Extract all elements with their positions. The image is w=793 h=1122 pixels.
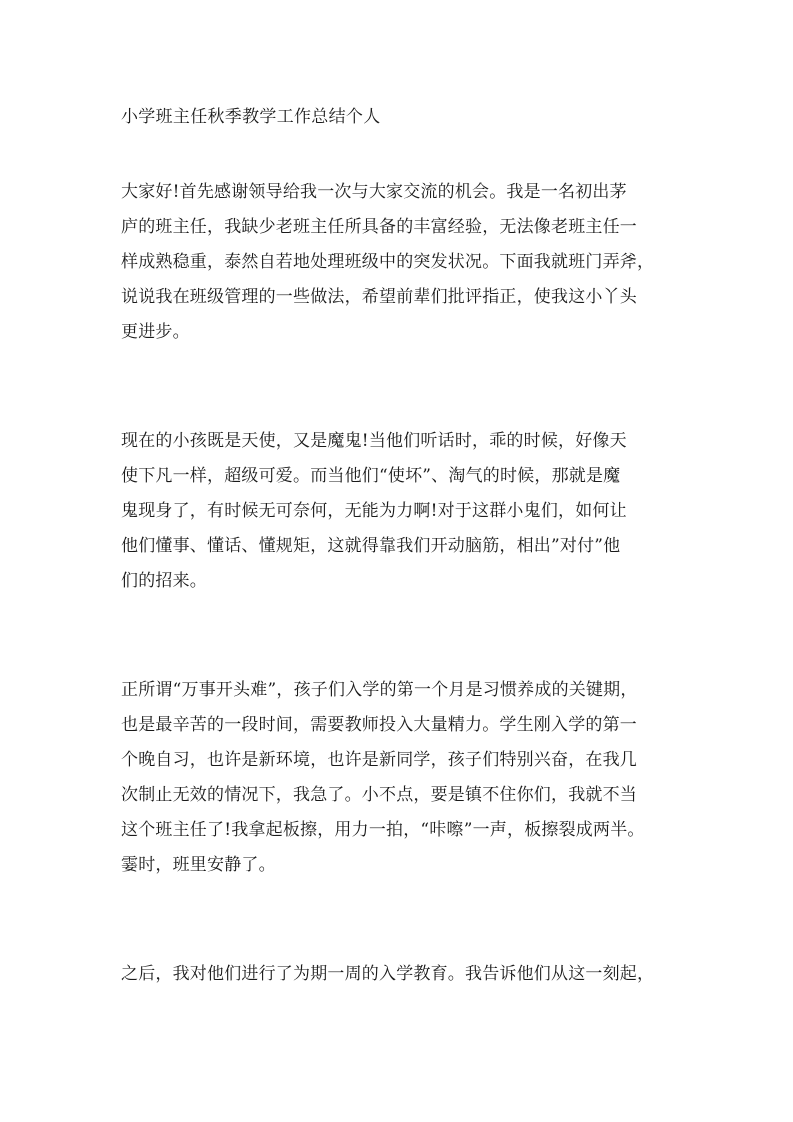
text-line: 使下凡一样，超级可爱。而当他们“使坏”、淘气的时候，那就是魔 <box>121 466 621 486</box>
text-line: 大家好!首先感谢领导给我一次与大家交流的机会。我是一名初出茅 <box>121 182 627 202</box>
text-line: 鬼现身了，有时候无可奈何，无能为力啊!对于这群小鬼们，如何让 <box>121 501 627 521</box>
text-line: 更进步。 <box>121 322 190 342</box>
text-line: 样成熟稳重，泰然自若地处理班级中的突发状况。下面我就班门弄斧， <box>121 252 655 272</box>
paragraph-3 <box>121 678 681 888</box>
text-line: 正所谓“万事开头难”，孩子们入学的第一个月是习惯养成的关键期， <box>121 680 638 700</box>
text-line: 现在的小孩既是天使，又是魔鬼!当他们听话时，乖的时候，好像天 <box>121 431 627 451</box>
paragraph-2 <box>121 429 681 604</box>
text-line: 也是最辛苦的一段时间，需要教师投入大量精力。学生刚入学的第一 <box>121 715 637 735</box>
text-line: 霎时，班里安静了。 <box>121 855 276 875</box>
text-line: 之后，我对他们进行了为期一周的入学教育。我告诉他们从这一刻起， <box>121 964 655 984</box>
text-line: 说说我在班级管理的一些做法，希望前辈们批评指正，使我这小丫头 <box>121 287 637 307</box>
text-line: 次制止无效的情况下，我急了。小不点，要是镇不住你们，我就不当 <box>121 785 637 805</box>
paragraph-1 <box>121 180 681 355</box>
text-line: 庐的班主任，我缺少老班主任所具备的丰富经验，无法像老班主任一 <box>121 217 637 237</box>
text-line: 这个班主任了!我拿起板擦，用力一拍，“咔嚓”一声，板擦裂成两半。 <box>121 820 645 840</box>
paragraph-4 <box>121 962 681 997</box>
document-title: 小学班主任秋季教学工作总结个人 <box>121 107 381 127</box>
text-line: 他们懂事、懂话、懂规矩，这就得靠我们开动脑筋，相出”对付”他 <box>121 536 621 556</box>
text-line: 个晚自习，也许是新环境，也许是新同学，孩子们特别兴奋，在我几 <box>121 750 637 770</box>
text-line: 们的招来。 <box>121 571 207 591</box>
